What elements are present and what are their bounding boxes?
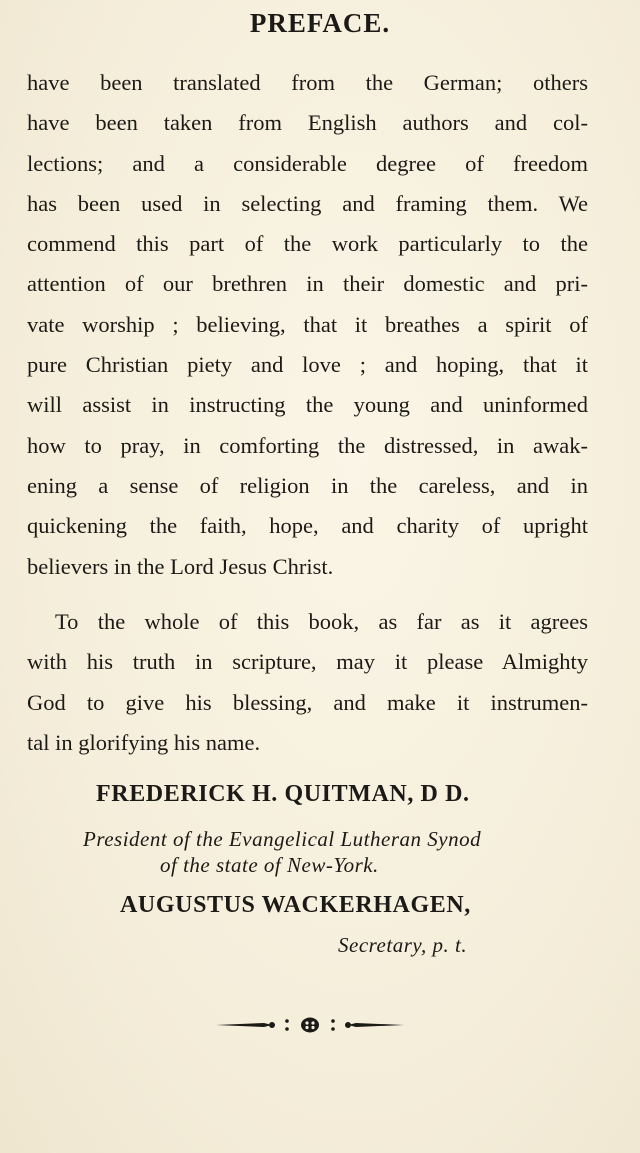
signatory-title: Secretary, p. t.	[338, 933, 468, 957]
signatory-name: AUGUSTUS WACKERHAGEN,	[120, 892, 471, 918]
text-line: commend this part of the work particularly to the	[27, 231, 588, 257]
text-line: how to pray, in comforting the distressed, in awak-	[27, 432, 588, 458]
text-line: ening a sense of religion in the careless, and in	[27, 472, 588, 498]
text-line: attention of our brethren in their domestic and pri-	[27, 271, 588, 297]
text-line: will assist in instructing the young and uninformed	[27, 392, 588, 418]
signatory-title: of the state of New-York.	[160, 853, 379, 877]
text-line: believers in the Lord Jesus Christ.	[27, 553, 334, 579]
printers-ornament-icon	[214, 1014, 406, 1036]
text-line: quickening the faith, hope, and charity of upright	[27, 513, 588, 539]
paragraph-2	[27, 602, 588, 763]
text-line: To the whole of this book, as far as it agrees	[55, 609, 588, 634]
text-line: have been taken from English authors and col-	[27, 110, 588, 136]
signatory-name: FREDERICK H. QUITMAN, D D.	[96, 781, 470, 807]
text-line: lections; and a considerable degree of freedom	[27, 150, 588, 176]
signatory-title: President of the Evangelical Lutheran Synod	[83, 827, 482, 851]
text-line: have been translated from the German; others	[27, 70, 588, 95]
text-line: pure Christian piety and love ; and hoping, that it	[27, 352, 588, 378]
text-line: with his truth in scripture, may it please Almighty	[27, 649, 588, 675]
text-line: vate worship ; believing, that it breathes a spirit of	[27, 311, 588, 337]
paragraph-1	[27, 63, 588, 587]
text-line: has been used in selecting and framing them. We	[27, 190, 588, 216]
running-head: PREFACE.	[249, 8, 391, 38]
text-line: tal in glorifying his name.	[27, 729, 261, 755]
text-line: God to give his blessing, and make it instrumen-	[27, 689, 588, 715]
